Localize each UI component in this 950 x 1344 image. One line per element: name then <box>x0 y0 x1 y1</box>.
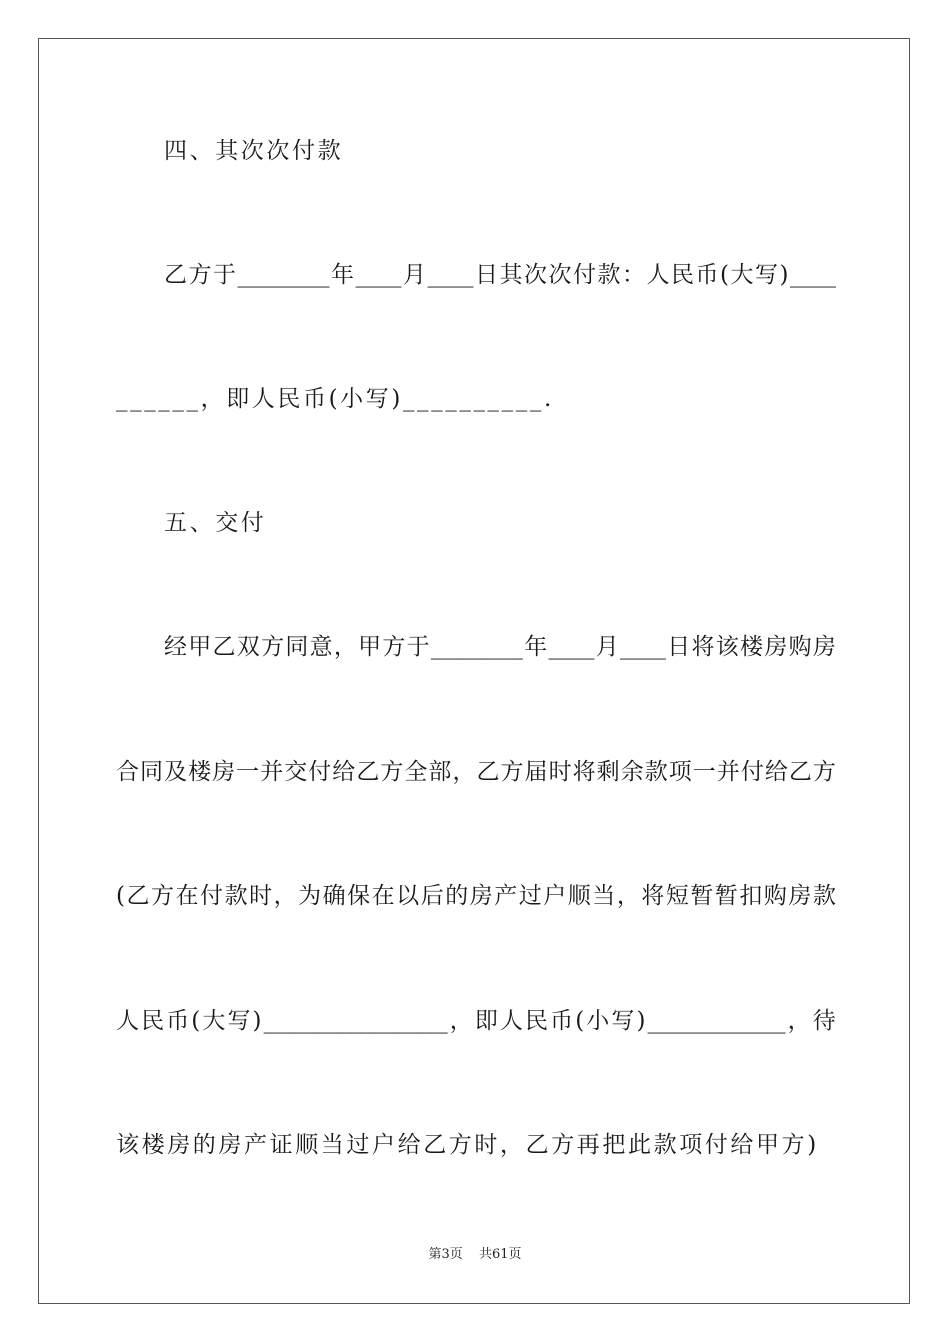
paragraph-line: 乙 方 于 ________ 年 ____ 月 ____ 日 其 次 次 付 款 ： 人 民 币 ( 大 写 ) ____ <box>164 262 836 288</box>
paragraph-line: 合 同 及 楼 房 一 并 交 付 给 乙 方 全 部 ， 乙 方 届 时 将 剩 余 款 项 一 并 付 给 乙 方 <box>116 759 836 785</box>
page-number: 第3页 <box>428 1247 463 1262</box>
paragraph-line: 经 甲 乙 双 方 同 意 ， 甲 方 于 ________ 年 ____ 月 ____ 日 将 该 楼 房 购 房 <box>164 634 836 660</box>
paragraph-line: ______，即人民币(小写)__________. <box>116 386 554 412</box>
paragraph-line: ( 乙 方 在 付 款 时 ， 为 确 保 在 以 后 的 房 产 过 户 顺 当 ， 将 短 暂 暂 扣 购 房 款 <box>116 883 836 909</box>
page-border <box>38 38 910 1304</box>
section-heading-second-payment: 四、其次次付款 <box>164 138 344 164</box>
paragraph-line: 该楼房的房产证顺当过户给乙方时，乙方再把此款项付给甲方) <box>116 1132 819 1158</box>
page-total: 共61页 <box>478 1247 522 1262</box>
paragraph-line: 人 民 币 ( 大 写 ) ________________ ， 即 人 民 币 ( 小 写 ) ____________ ， 待 <box>116 1008 836 1034</box>
section-heading-delivery: 五、交付 <box>164 510 267 536</box>
page-footer <box>0 1246 950 1264</box>
